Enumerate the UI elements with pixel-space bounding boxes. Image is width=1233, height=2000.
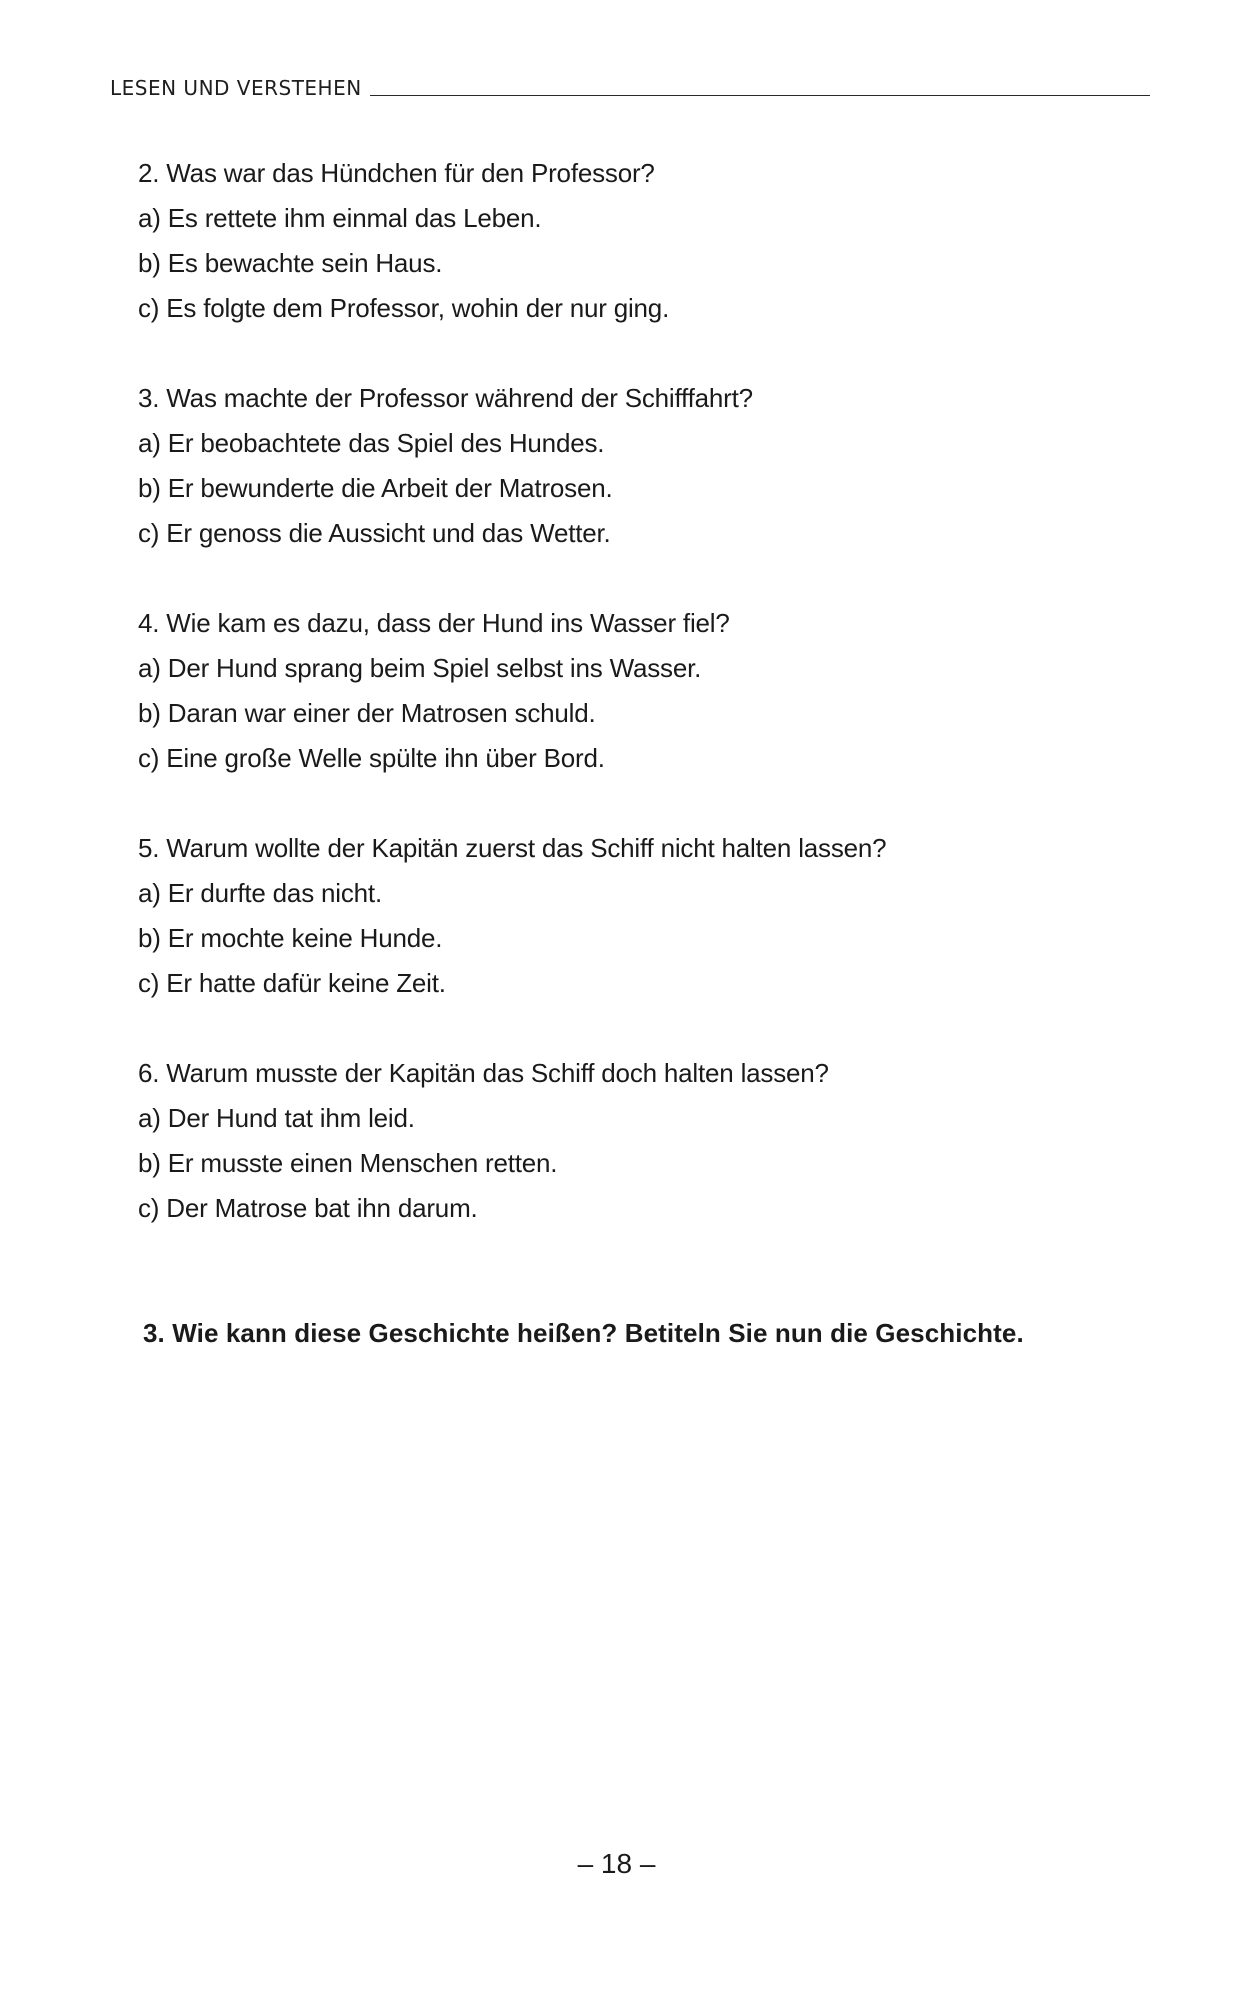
section-title: LESEN UND VERSTEHEN — [110, 76, 362, 100]
answer-option: a) Er durfte das nicht. — [138, 878, 382, 908]
task-heading: 3. Wie kann diese Geschichte heißen? Betiteln Sie nun die Geschichte. — [143, 1318, 1024, 1348]
answer-option: c) Es folgte dem Professor, wohin der nur ging. — [138, 293, 670, 323]
question-text: 2. Was war das Hündchen für den Professor? — [138, 158, 655, 188]
answer-option: c) Er genoss die Aussicht und das Wetter. — [138, 518, 611, 548]
answer-option: a) Der Hund sprang beim Spiel selbst ins Wasser. — [138, 653, 702, 683]
running-header — [110, 78, 1150, 98]
question-text: 6. Warum musste der Kapitän das Schiff doch halten lassen? — [138, 1058, 829, 1088]
question-text: 5. Warum wollte der Kapitän zuerst das Schiff nicht halten lassen? — [138, 833, 887, 863]
question-text: 3. Was machte der Professor während der Schifffahrt? — [138, 383, 753, 413]
answer-option: b) Es bewachte sein Haus. — [138, 248, 443, 278]
page-number: – 18 – — [577, 1848, 656, 1879]
question-block — [138, 601, 1138, 781]
answer-option: a) Der Hund tat ihm leid. — [138, 1103, 415, 1133]
answer-option: b) Er mochte keine Hunde. — [138, 923, 443, 953]
answer-option: b) Daran war einer der Matrosen schuld. — [138, 698, 596, 728]
answer-option: c) Eine große Welle spülte ihn über Bord. — [138, 743, 605, 773]
answer-option: c) Der Matrose bat ihn darum. — [138, 1193, 478, 1223]
header-rule — [370, 95, 1150, 96]
answer-option: b) Er musste einen Menschen retten. — [138, 1148, 558, 1178]
question-block — [138, 151, 1138, 331]
answer-option: b) Er bewunderte die Arbeit der Matrosen. — [138, 473, 613, 503]
answer-option: a) Er beobachtete das Spiel des Hundes. — [138, 428, 605, 458]
question-list — [138, 151, 1138, 1276]
question-block — [138, 1051, 1138, 1231]
question-text: 4. Wie kam es dazu, dass der Hund ins Wasser fiel? — [138, 608, 730, 638]
question-block — [138, 376, 1138, 556]
question-block — [138, 826, 1138, 1006]
answer-option: a) Es rettete ihm einmal das Leben. — [138, 203, 542, 233]
answer-option: c) Er hatte dafür keine Zeit. — [138, 968, 446, 998]
